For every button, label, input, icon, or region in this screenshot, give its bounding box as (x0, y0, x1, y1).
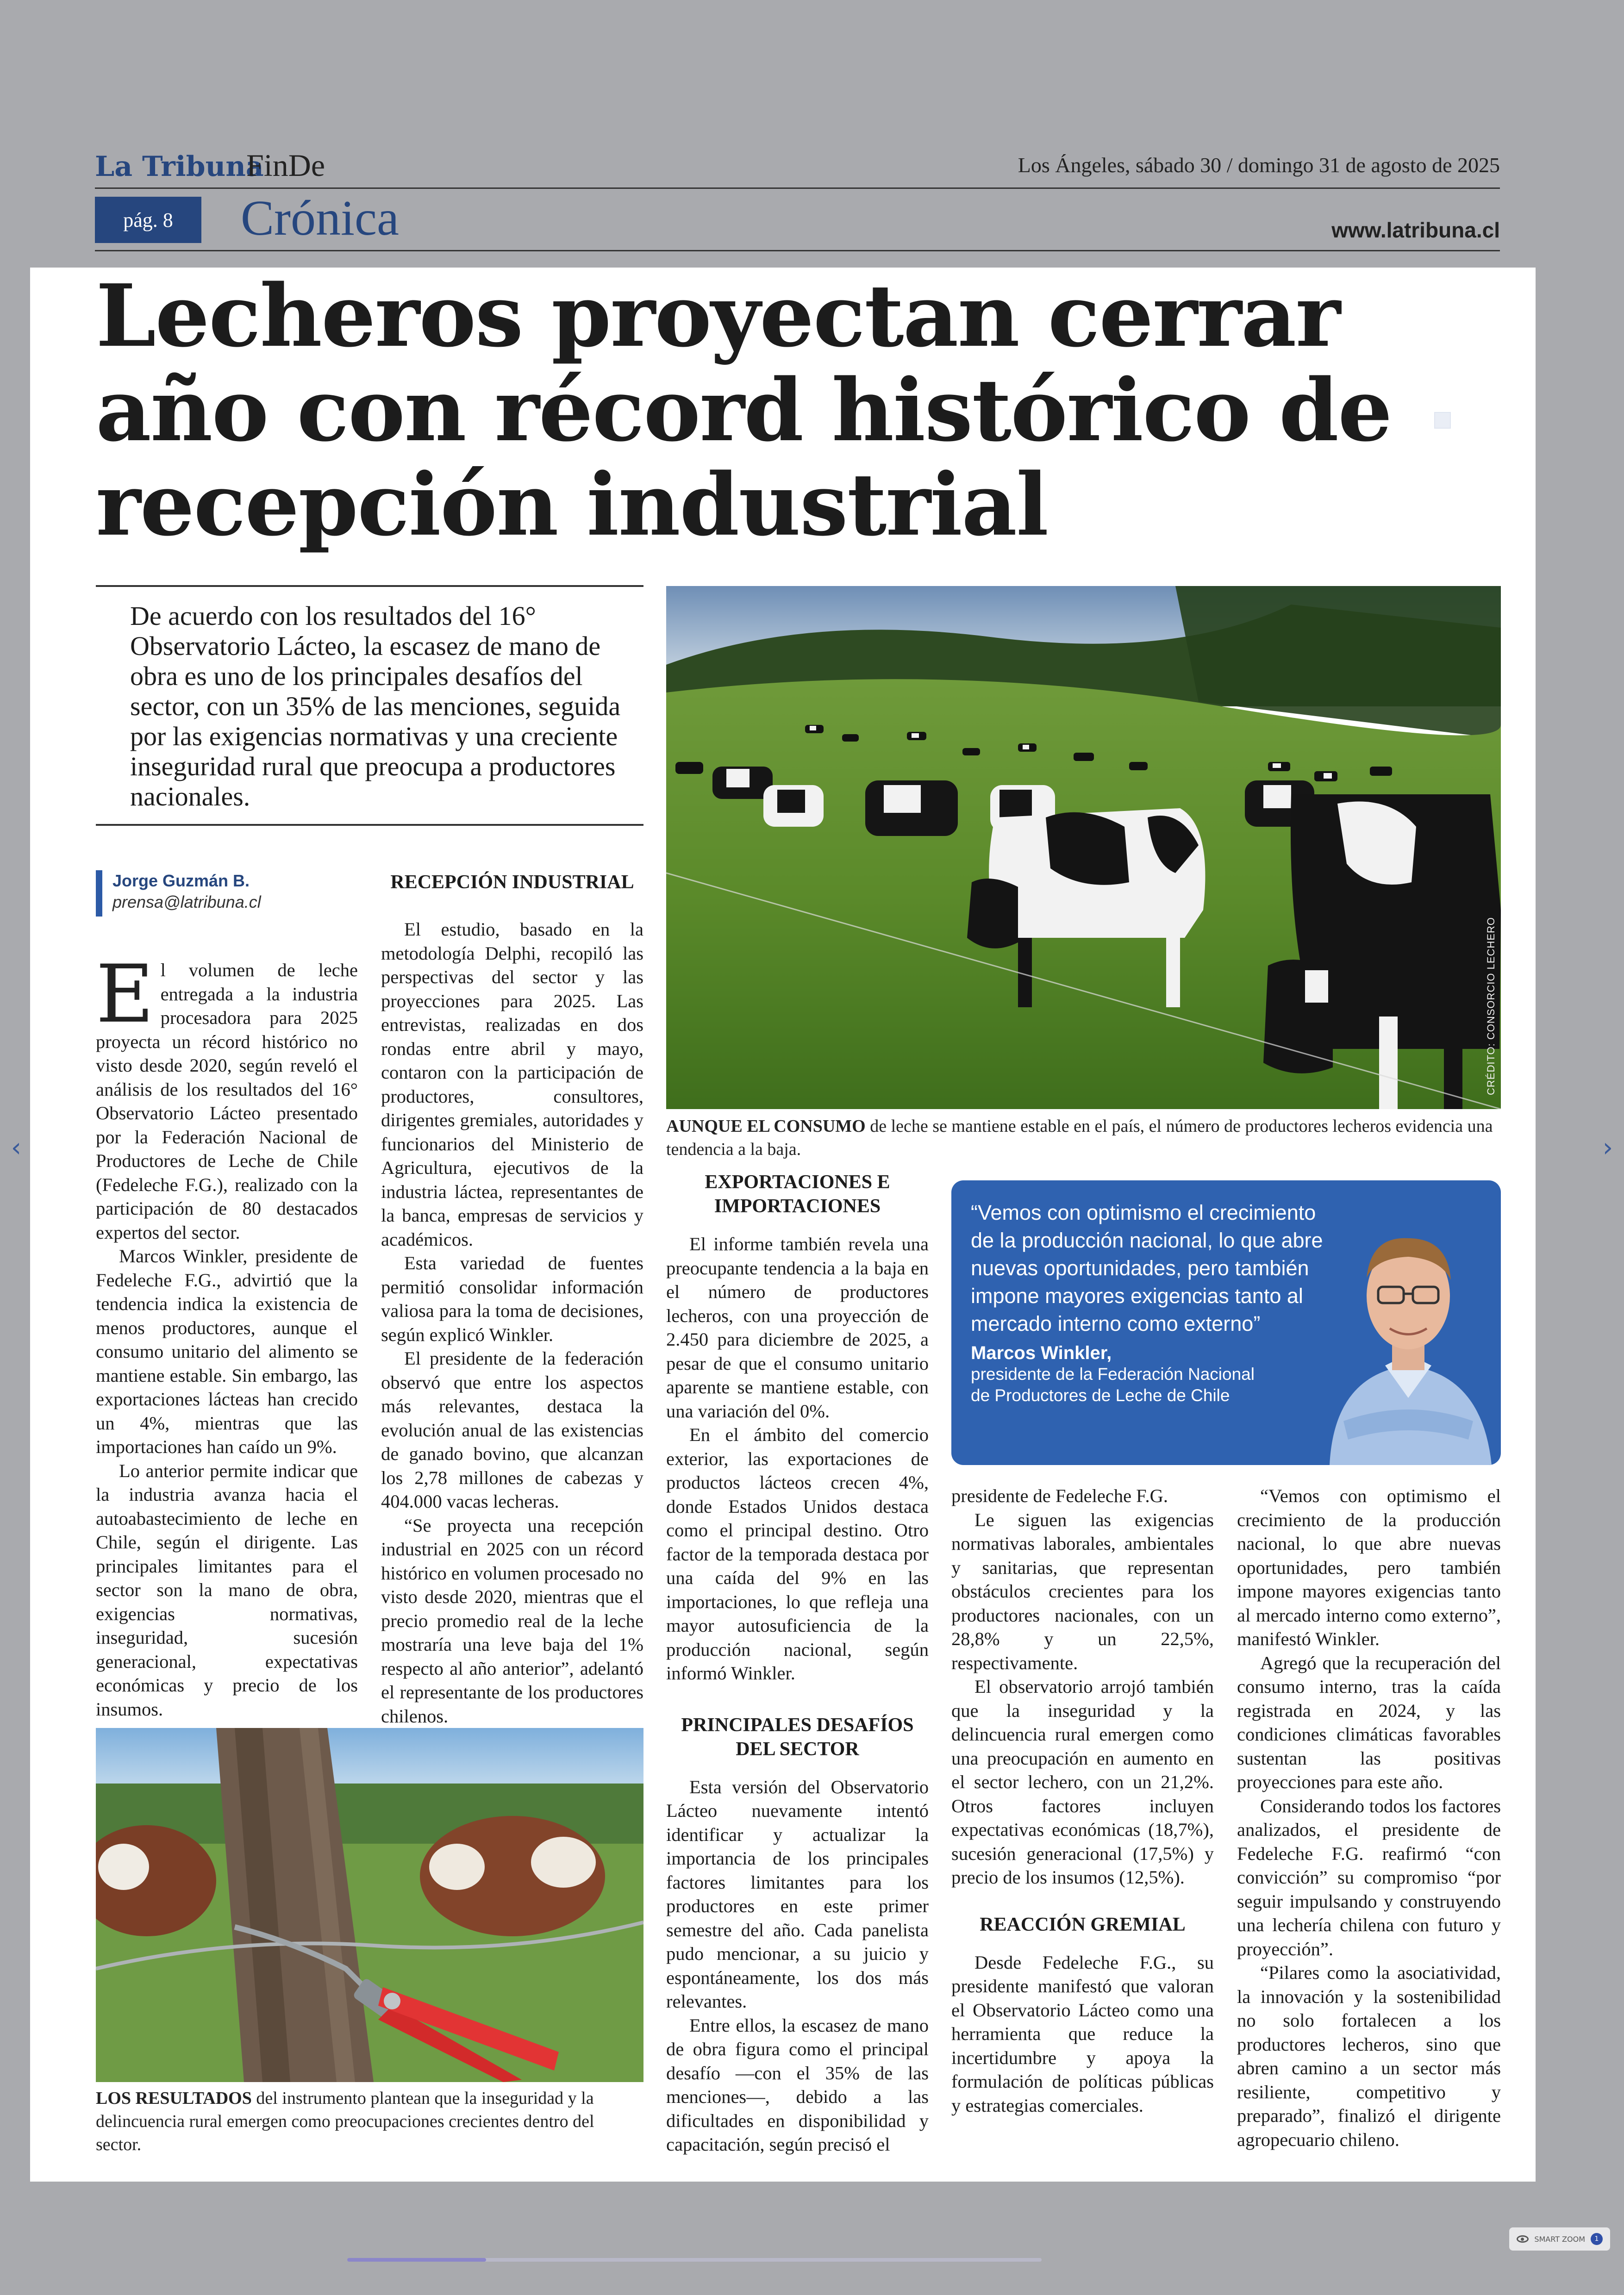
cows-grazing-photo (666, 586, 1501, 1109)
photo-credit: CRÉDITO: CONSORCIO LECHERO (1485, 917, 1497, 1095)
page-marker-square (1434, 412, 1451, 429)
fence-post-cutter-photo (96, 1728, 643, 2082)
paragraph: “Se proyecta una recepción industrial en 2025 con un récord histórico en volumen procesado no visto desde 2020, mientras que el precio promedio real de la leche mostraría una leve baja del 1% respecto al año anterior”, adelantó el representante de los productores chilenos. (381, 1515, 643, 1727)
paragraph: Esta versión del Observatorio Lácteo nuevamente intentó identificar y actualizar la importancia de los principales factores limitantes para los productores en este primer semestre del año. Cada panelista pudo mencionar, a su juicio y espontáneamente, los dos más relevantes. (666, 1776, 929, 2012)
article-column-3 (666, 1170, 929, 2157)
previous-page-arrow[interactable]: ‹ (11, 1133, 22, 1163)
header-rule (95, 250, 1500, 251)
paragraph: El presidente de la federación observó que entre los aspectos más relevantes, destaca la evolución anual de las existencias de ganado bovino, que alcanzan los 2,78 millones de cabezas y 404.000 vacas lecheras. (381, 1348, 643, 1512)
article-column-1 (96, 948, 358, 1721)
article-column-5 (1237, 1484, 1501, 2152)
next-page-arrow[interactable]: › (1602, 1133, 1613, 1163)
paragraph: El informe también revela una preocupante tendencia a la baja en el número de productores lecheros, con una proyección de 2.450 para diciembre de 2025, a pesar de que el consumo unitario aparente se mantiene estable, con una variación del 0%. (666, 1234, 929, 1422)
article-column-4 (951, 1484, 1214, 2117)
paragraph: En el ámbito del comercio exterior, las exportaciones de productos lácteos crecen 4%, donde Estados Unidos destaca como el principal destino. Otro factor de la temporada destaca por una caída del 9% en las importaciones, lo que refleja una mayor autosuficiencia de la producción nacional, según informó Winkler. (666, 1424, 929, 1684)
reading-progress-bar[interactable] (347, 2258, 1042, 2262)
caption-text: de leche se mantiene estable en el país, el número de productores lecheros evidencia una tendencia a la baja. (666, 1116, 1493, 1159)
header-rule (95, 187, 1500, 189)
paragraph: Le siguen las exigencias normativas laborales, ambientales y sanitarias, que representan obstáculos crecientes para los productores nacionales, con un 28,8% y un 22,5%, respectivamente. (951, 1509, 1214, 1673)
smart-zoom-button[interactable] (1509, 2227, 1610, 2251)
article-lede: De acuerdo con los resultados del 16° Observatorio Lácteo, la escasez de mano de obra es uno de los principales desafíos del sector, con un 35% de las menciones, seguida por las exigencias normativas y una creciente inseguridad rural que preocupa a productores nacionales. (96, 585, 643, 826)
newspaper-page (30, 265, 1536, 2182)
cows-photo-caption (666, 1115, 1501, 1161)
paragraph: “Pilares como la asociatividad, la innovación y la sostenibilidad no solo fortalecen a los productores lecheros, sino que abren camino a un sector más resiliente, competitivo y preparado”, finalizó el dirigente agropecuario chileno. (1237, 1962, 1501, 2150)
eye-icon (1517, 2235, 1529, 2243)
paragraph: “Vemos con optimismo el crecimiento de la producción nacional, lo que abre nuevas oportunidades, pero también impone mayores exigencias tanto al mercado interno como externo”, manifestó Winkler. (1237, 1485, 1501, 1649)
post-photo-caption (96, 2087, 643, 2156)
zoom-count-badge: 1 (1591, 2233, 1603, 2245)
drop-cap: E (96, 948, 154, 1041)
quote-speaker-role: presidente de la Federación Nacional de Productores de Leche de Chile (971, 1365, 1255, 1405)
section-title: Crónica (241, 191, 399, 246)
subhead-recepcion-industrial: RECEPCIÓN INDUSTRIAL (390, 872, 634, 893)
author-email[interactable]: prensa@latribuna.cl (112, 892, 261, 911)
article-column-2 (381, 870, 643, 1728)
quote-speaker-name: Marcos Winkler, (971, 1343, 1112, 1363)
paragraph: El observatorio arrojó también que la inseguridad y la delincuencia rural emergen como una preocupación en aumento en el sector lechero, con un 21,2%. Otros factores incluyen expectativas económicas (18,7%), sucesión generacional (17,5%) y precio de los insumos (12,5%). (951, 1676, 1214, 1888)
paragraph: Entre ellos, la escasez de mano de obra figura como el principal desafío —con el 35% de las menciones—, debido a las dificultades en disponibilidad y capacitación, según precisó el (666, 2014, 929, 2155)
paragraph: El estudio, basado en la metodología Delphi, recopiló las perspectivas del sector y las proyecciones para 2025. Las entrevistas, realizadas en dos rondas entre abril y mayo, contaron con la participación de productores, consultores, dirigentes gremiales, autoridades y funcionarios del Ministerio de Agricultura, ejecutivos de la industria láctea, representantes de la banca, empresas de servicios y académicos. (381, 919, 643, 1250)
caption-lead: LOS RESULTADOS (96, 2089, 252, 2108)
speaker-portrait (1316, 1180, 1501, 1465)
byline (96, 870, 261, 917)
paragraph: Esta variedad de fuentes permitió consolidar información valiosa para la toma de decisiones, según explicó Winkler. (381, 1253, 643, 1345)
subhead-principales-desafios: PRINCIPALES DESAFÍOS DEL SECTOR (681, 1714, 914, 1760)
paragraph: Agregó que la recuperación del consumo interno, tras la caída registrada en 2024, y las condiciones climáticas favorables sustentan las positivas proyecciones para este año. (1237, 1652, 1501, 1792)
page-number-badge: pág. 8 (95, 197, 201, 243)
paragraph: l volumen de leche entregada a la industria procesadora para 2025 proyecta un récord histórico no visto desde 2020, según reveló el análisis de los resultados del 16° Observatorio Lácteo presentado por la Federación Nacional de Productores de Leche de Chile (Fedeleche F.G.), realizado con la participación de 80 destacados expertos del sector. (96, 960, 358, 1243)
subhead-reaccion-gremial: REACCIÓN GREMIAL (980, 1914, 1186, 1935)
paragraph: Desde Fedeleche F.G., su presidente manifestó que valoran el Observatorio Lácteo como una herramienta que reduce la incertidumbre y apoya la formulación de políticas públicas y estrategias comerciales. (951, 1952, 1214, 2116)
article-headline: Lecheros proyectan cerrar año con récord histórico de recepción industrial (96, 265, 1392, 555)
subhead-exportaciones: EXPORTACIONES E IMPORTACIONES (705, 1172, 890, 1217)
paragraph: presidente de Fedeleche F.G. (951, 1485, 1168, 1506)
reading-progress-fill (347, 2258, 486, 2262)
paragraph: Lo anterior permite indicar que la industria avanza hacia el autoabastecimiento de leche en Chile, según el dirigente. Las principales limitantes para el sector son la mano de obra, exigencias normativas, inseguridad, sucesión generacional, expectativas económicas y precio de los insumos. (96, 1460, 358, 1720)
smart-zoom-label: SMART ZOOM (1534, 2234, 1585, 2244)
caption-text: del instrumento plantean que la inseguridad y la delincuencia rural emergen como preocupaciones crecientes dentro del sector. (96, 2089, 594, 2154)
caption-lead: AUNQUE EL CONSUMO (666, 1116, 866, 1136)
pull-quote-attribution (971, 1342, 1258, 1406)
newspaper-logo: La Tribuna (95, 150, 264, 183)
pull-quote-box (951, 1180, 1501, 1465)
author-name: Jorge Guzmán B. (112, 871, 250, 890)
supplement-name: FinDe (246, 148, 325, 183)
paragraph: Considerando todos los factores analizados, el presidente de Fedeleche F.G. reafirmó “con convicción” su compromiso “por seguir impulsando y construyendo una lechería chilena con futuro y proyección”. (1237, 1795, 1501, 1959)
pull-quote-text: “Vemos con optimismo el crecimiento de la producción nacional, lo que abre nuevas oportunidades, pero también impone mayores exigencias tanto al mercado interno como externo” (971, 1201, 1323, 1335)
paragraph: Marcos Winkler, presidente de Fedeleche F.G., advirtió que la tendencia indica la existencia de menos productores, aunque el consumo unitario del alimento se mantiene estable. Sin embargo, las exportaciones lácteas han crecido un 4%, mientras que las importaciones han caído un 9%. (96, 1246, 358, 1457)
issue-date: Los Ángeles, sábado 30 / domingo 31 de agosto de 2025 (1018, 153, 1500, 177)
website-url[interactable]: www.latribuna.cl (1331, 218, 1500, 242)
